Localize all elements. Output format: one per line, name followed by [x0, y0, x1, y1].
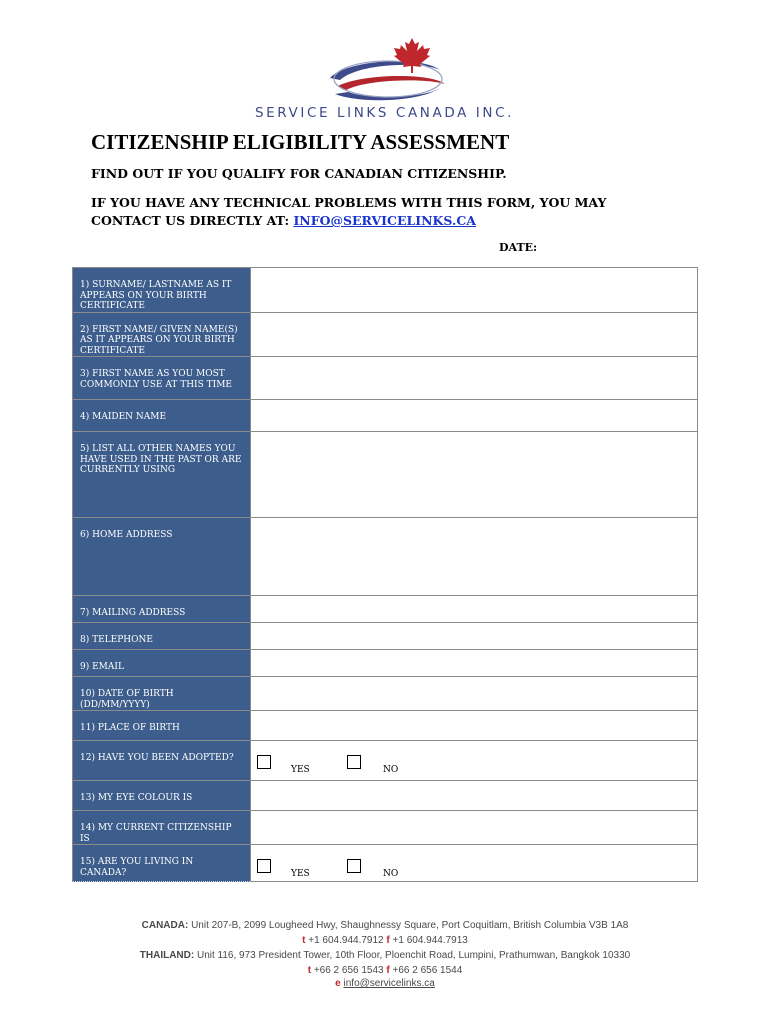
question-label: 2) FIRST NAME/ GIVEN NAME(S) AS IT APPEARS ON YOUR BIRTH CERTIFICATE	[73, 312, 251, 357]
form-row	[73, 623, 698, 650]
footer-thailand-fax: +66 2 656 1544	[392, 965, 463, 976]
answer-field[interactable]	[251, 518, 698, 596]
question-label: 15) ARE YOU LIVING IN CANADA?	[73, 845, 251, 882]
question-label: 13) MY EYE COLOUR IS	[73, 781, 251, 811]
swoosh-logo-icon	[330, 61, 445, 100]
answer-field[interactable]	[251, 596, 698, 623]
question-label: 4) MAIDEN NAME	[73, 400, 251, 432]
question-label: 7) MAILING ADDRESS	[73, 596, 251, 623]
question-label: 8) TELEPHONE	[73, 623, 251, 650]
yes-no-answer-cell	[251, 845, 698, 882]
footer-thailand-f-label: f	[386, 965, 390, 976]
question-label: 3) FIRST NAME AS YOU MOST COMMONLY USE AT THIS TIME	[73, 357, 251, 400]
answer-field[interactable]	[251, 811, 698, 845]
no-label: NO	[383, 869, 399, 879]
form-row	[73, 357, 698, 400]
form-row	[73, 650, 698, 677]
contact-email-link[interactable]: INFO@SERVICELINKS.CA	[293, 213, 476, 228]
no-label: NO	[383, 765, 399, 775]
form-row	[73, 781, 698, 811]
yes-checkbox[interactable]	[257, 859, 271, 873]
question-label: 11) PLACE OF BIRTH	[73, 711, 251, 741]
answer-field[interactable]	[251, 623, 698, 650]
footer-canada-address: Unit 207-B, 2099 Lougheed Hwy, Shaughnessy Square, Port Coquitlam, British Columbia V3B 1A8	[191, 920, 629, 931]
question-label: 1) SURNAME/ LASTNAME AS IT APPEARS ON YOUR BIRTH CERTIFICATE	[73, 268, 251, 313]
footer-canada-fax: +1 604.944.7913	[392, 935, 468, 946]
form-row	[73, 268, 698, 313]
answer-field[interactable]	[251, 650, 698, 677]
footer-email-link[interactable]: info@servicelinks.ca	[343, 978, 435, 989]
question-label: 10) DATE OF BIRTH (DD/MM/YYYY)	[73, 677, 251, 711]
footer-thailand-t-label: t	[307, 965, 312, 976]
contact-notice	[91, 194, 606, 230]
answer-field[interactable]	[251, 677, 698, 711]
yes-label: YES	[291, 869, 310, 879]
page-subtitle: FIND OUT IF YOU QUALIFY FOR CANADIAN CITIZENSHIP.	[91, 166, 507, 181]
answer-field[interactable]	[251, 711, 698, 741]
footer-thailand-address: Unit 116, 973 President Tower, 10th Floor, Ploenchit Road, Lumpini, Prathumwan, Bangkok 10330	[196, 950, 631, 961]
footer-thailand	[0, 948, 770, 963]
form-row	[73, 677, 698, 711]
form-row	[73, 312, 698, 357]
assessment-form-table	[72, 267, 698, 882]
yes-checkbox[interactable]	[257, 755, 271, 769]
question-label: 14) MY CURRENT CITIZENSHIP IS	[73, 811, 251, 845]
answer-field[interactable]	[251, 312, 698, 357]
answer-field[interactable]	[251, 357, 698, 400]
page-title: CITIZENSHIP ELIGIBILITY ASSESSMENT	[91, 130, 510, 154]
date-label: DATE:	[499, 241, 538, 254]
footer-canada-label: CANADA:	[141, 920, 189, 931]
yes-label: YES	[291, 765, 310, 775]
form-row	[73, 741, 698, 781]
form-row	[73, 432, 698, 518]
footer-email	[0, 976, 770, 991]
question-label: 12) HAVE YOU BEEN ADOPTED?	[73, 741, 251, 781]
footer-canada	[0, 918, 770, 933]
answer-field[interactable]	[251, 268, 698, 313]
footer-email-label: e	[335, 978, 341, 989]
answer-field[interactable]	[251, 781, 698, 811]
footer-thailand-label: THAILAND:	[139, 950, 195, 961]
notice-line-2	[91, 212, 606, 230]
no-checkbox[interactable]	[347, 755, 361, 769]
form-row	[73, 400, 698, 432]
question-label: 6) HOME ADDRESS	[73, 518, 251, 596]
footer-canada-contact	[0, 933, 770, 948]
answer-field[interactable]	[251, 432, 698, 518]
footer-canada-t-label: t	[302, 935, 306, 946]
footer-canada-phone: +1 604.944.7912	[308, 935, 384, 946]
company-name: SERVICE LINKS CANADA INC.	[255, 105, 514, 121]
notice-line-2-prefix: CONTACT US DIRECTLY AT:	[91, 213, 290, 228]
no-checkbox[interactable]	[347, 859, 361, 873]
footer-canada-f-label: f	[386, 935, 390, 946]
form-row	[73, 811, 698, 845]
form-row	[73, 518, 698, 596]
maple-leaf-icon	[394, 38, 430, 73]
notice-line-1: IF YOU HAVE ANY TECHNICAL PROBLEMS WITH THIS FORM, YOU MAY	[91, 195, 607, 210]
yes-no-answer-cell	[251, 741, 698, 781]
question-label: 9) EMAIL	[73, 650, 251, 677]
answer-field[interactable]	[251, 400, 698, 432]
form-row	[73, 711, 698, 741]
question-label: 5) LIST ALL OTHER NAMES YOU HAVE USED IN THE PAST OR ARE CURRENTLY USING	[73, 432, 251, 518]
form-row	[73, 596, 698, 623]
footer-thailand-phone: +66 2 656 1543	[313, 965, 384, 976]
form-row	[73, 845, 698, 882]
